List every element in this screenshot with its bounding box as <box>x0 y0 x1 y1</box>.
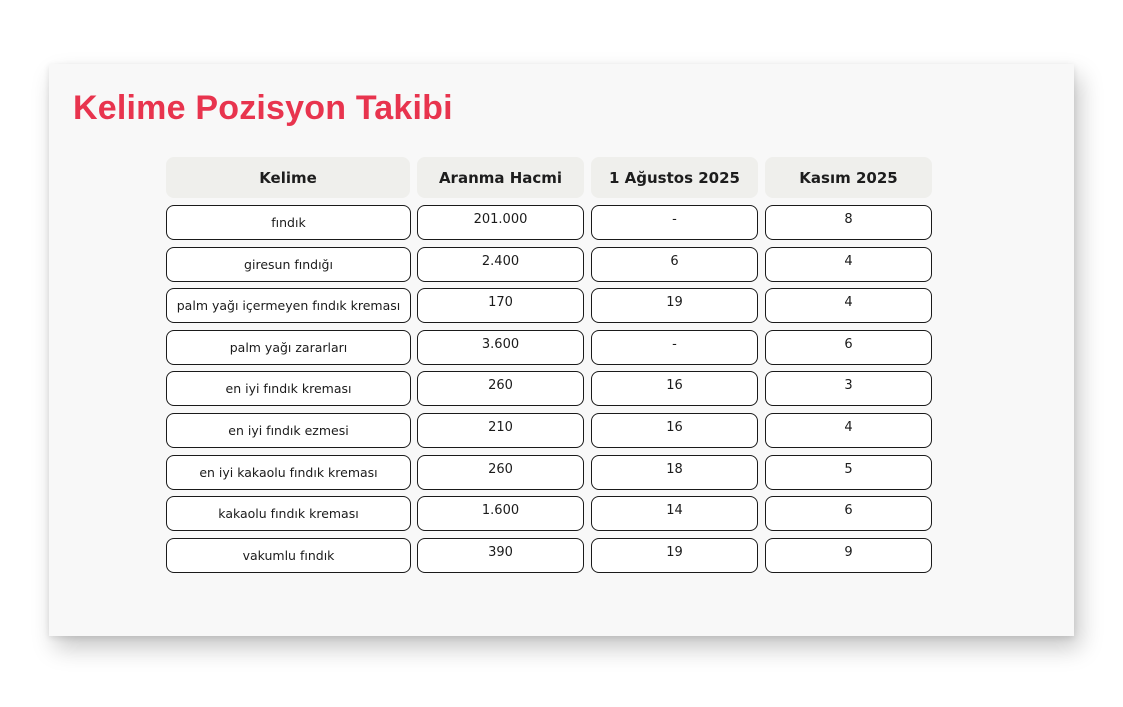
november-2025-rank-cell: 6 <box>765 330 932 365</box>
november-2025-rank-cell: 4 <box>765 247 932 282</box>
november-2025-rank-cell: 5 <box>765 455 932 490</box>
search-volume-cell: 2.400 <box>417 247 584 282</box>
august-2025-rank-cell: 14 <box>591 496 758 531</box>
august-2025-rank-cell: 19 <box>591 288 758 323</box>
november-2025-rank-cell: 6 <box>765 496 932 531</box>
keyword-cell: kakaolu fındık kreması <box>166 496 411 531</box>
header-november-2025: Kasım 2025 <box>765 157 932 198</box>
search-volume-cell: 3.600 <box>417 330 584 365</box>
august-2025-rank-cell: 19 <box>591 538 758 573</box>
keyword-cell: fındık <box>166 205 411 240</box>
header-august-2025: 1 Ağustos 2025 <box>591 157 758 198</box>
november-2025-rank-cell: 3 <box>765 371 932 406</box>
search-volume-cell: 260 <box>417 455 584 490</box>
search-volume-cell: 260 <box>417 371 584 406</box>
search-volume-cell: 390 <box>417 538 584 573</box>
keyword-cell: giresun fındığı <box>166 247 411 282</box>
november-2025-rank-cell: 4 <box>765 413 932 448</box>
august-2025-rank-cell: 16 <box>591 371 758 406</box>
august-2025-rank-cell: 18 <box>591 455 758 490</box>
august-2025-rank-cell: 16 <box>591 413 758 448</box>
november-2025-rank-cell: 9 <box>765 538 932 573</box>
august-2025-rank-cell: - <box>591 330 758 365</box>
keyword-cell: en iyi kakaolu fındık kreması <box>166 455 411 490</box>
search-volume-cell: 170 <box>417 288 584 323</box>
header-search-volume: Aranma Hacmi <box>417 157 584 198</box>
search-volume-cell: 210 <box>417 413 584 448</box>
slide <box>49 64 1074 636</box>
august-2025-rank-cell: - <box>591 205 758 240</box>
header-keyword: Kelime <box>166 157 410 198</box>
keyword-cell: palm yağı içermeyen fındık kreması <box>166 288 411 323</box>
keyword-cell: en iyi fındık ezmesi <box>166 413 411 448</box>
keyword-cell: en iyi fındık kreması <box>166 371 411 406</box>
page-title: Kelime Pozisyon Takibi <box>73 89 453 127</box>
keyword-cell: palm yağı zararları <box>166 330 411 365</box>
november-2025-rank-cell: 4 <box>765 288 932 323</box>
keyword-cell: vakumlu fındık <box>166 538 411 573</box>
august-2025-rank-cell: 6 <box>591 247 758 282</box>
november-2025-rank-cell: 8 <box>765 205 932 240</box>
search-volume-cell: 201.000 <box>417 205 584 240</box>
search-volume-cell: 1.600 <box>417 496 584 531</box>
